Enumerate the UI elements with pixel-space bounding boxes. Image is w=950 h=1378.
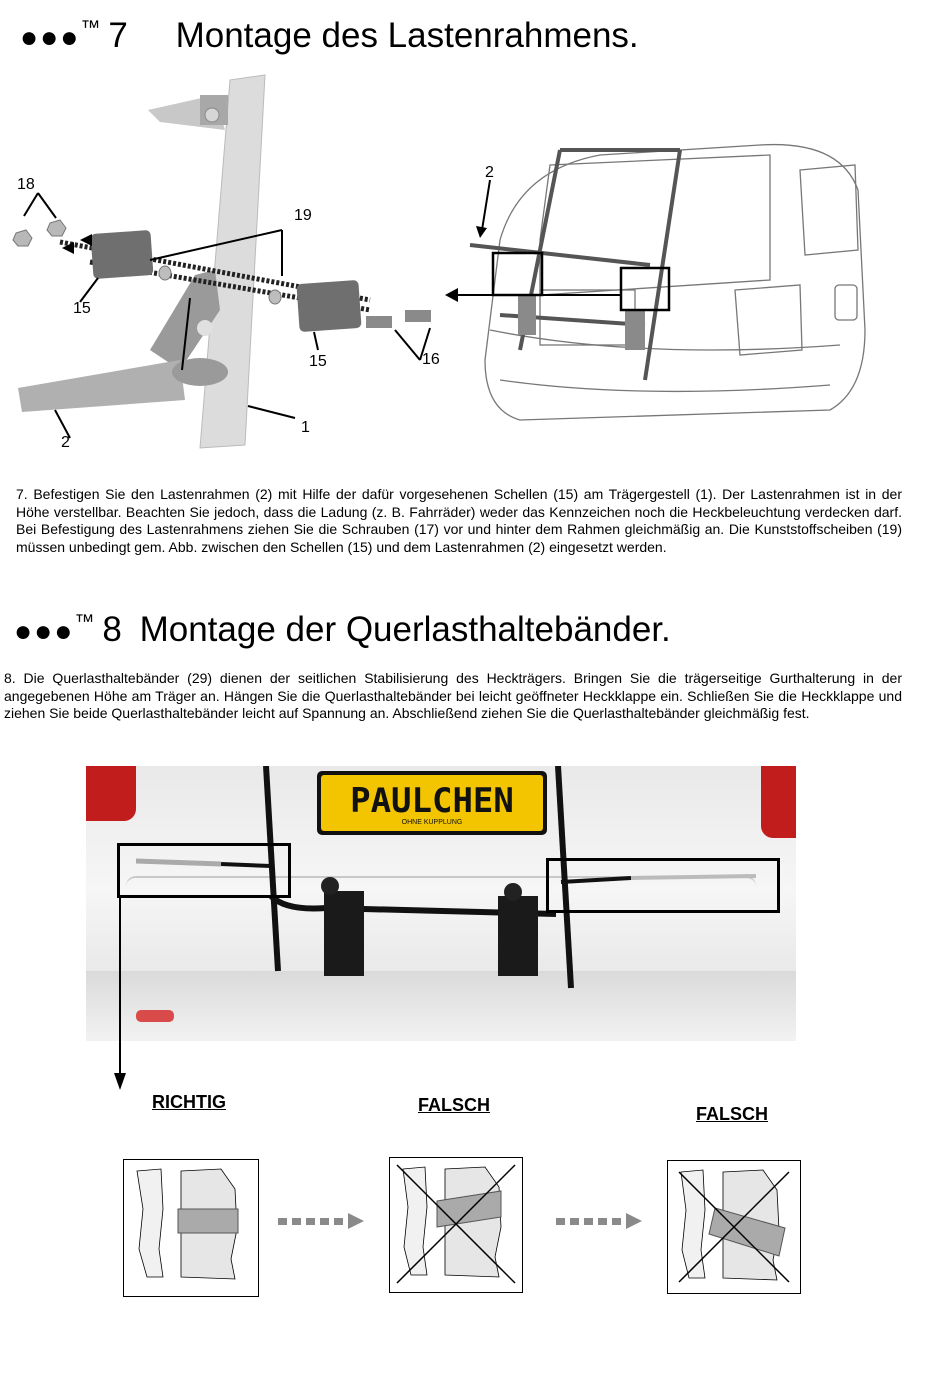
dotted-arrow-1-icon — [278, 1211, 368, 1231]
label-wrong-1: FALSCH — [418, 1095, 490, 1115]
dotted-arrow-2-icon — [556, 1211, 646, 1231]
trademark-symbol: ™ — [74, 611, 95, 634]
plate-subtext: OHNE KUPPLUNG — [401, 819, 463, 826]
label-15-right: 15 — [309, 353, 327, 370]
label-2-tube: 2 — [61, 434, 70, 451]
label-2-car: 2 — [485, 164, 494, 181]
section-7-paragraph: 7. Befestigen Sie den Lastenrahmen (2) mit Hilfe der dafür vorgesehenen Schellen (15) am Trägergestell (1). Der Lastenrahmen ist in der Höhe verstellbar. Beachten Sie jedoch, dass die Ladung (z. B. Fahrräder) weder das Kennzeichen noch die Heckbeleuchtung verdecken darf. Bei Befestigung des Lastenrahmens ziehen Sie die Schrauben (17) vor und hinter dem Rahmen gleichmäßig an. Die Kunststoffscheiben (19) müssen unbedingt gem. Abb. zwischen den Schellen (15) und dem Lastenrahmen (2) eingesetzt werden. — [16, 486, 902, 555]
section-8-paragraph: 8. Die Querlasthaltebänder (29) dienen der seitlichen Stabilisierung des Heckträgers. Bringen Sie die trägerseitige Gurthalterung in der angegebenen Höhe am Träger an. Hängen Sie die Querlasthaltebänder bei leicht geöffneter Heckklappe ein. Schließen Sie die Heckklappe und ziehen Sie beide Querlasthaltebänder leicht auf Spannung an. Abschließend ziehen Sie die Querlasthaltebänder gleichmäßig fest. — [4, 670, 902, 721]
section-title: Montage des Lastenrahmens. — [175, 16, 639, 55]
pointer-arrow-icon — [110, 895, 130, 1095]
label-19: 19 — [294, 207, 312, 224]
trademark-symbol: ™ — [80, 17, 101, 40]
section-7-heading — [20, 18, 639, 53]
example-correct-panel — [123, 1159, 259, 1297]
exploded-assembly-diagram — [0, 70, 460, 460]
label-15-left: 15 — [73, 300, 91, 317]
label-18: 18 — [17, 176, 35, 193]
plate-text: PAULCHEN — [350, 781, 514, 821]
section-number: 8 — [102, 610, 122, 649]
label-correct: RICHTIG — [152, 1092, 226, 1112]
label-1: 1 — [301, 419, 310, 436]
bullet-dots: ●●● — [14, 615, 75, 648]
section-number: 7 — [108, 16, 128, 55]
label-wrong-2: FALSCH — [696, 1104, 768, 1124]
label-16: 16 — [422, 351, 440, 368]
highlight-box-right — [546, 858, 780, 913]
example-wrong-1-panel — [389, 1157, 523, 1293]
section-8-heading — [14, 612, 671, 647]
example-wrong-2-panel — [667, 1160, 801, 1294]
bullet-dots: ●●● — [20, 21, 81, 54]
car-rear-diagram — [440, 130, 875, 440]
highlight-box-left — [117, 843, 291, 898]
section-title: Montage der Querlasthaltebänder. — [139, 610, 671, 649]
